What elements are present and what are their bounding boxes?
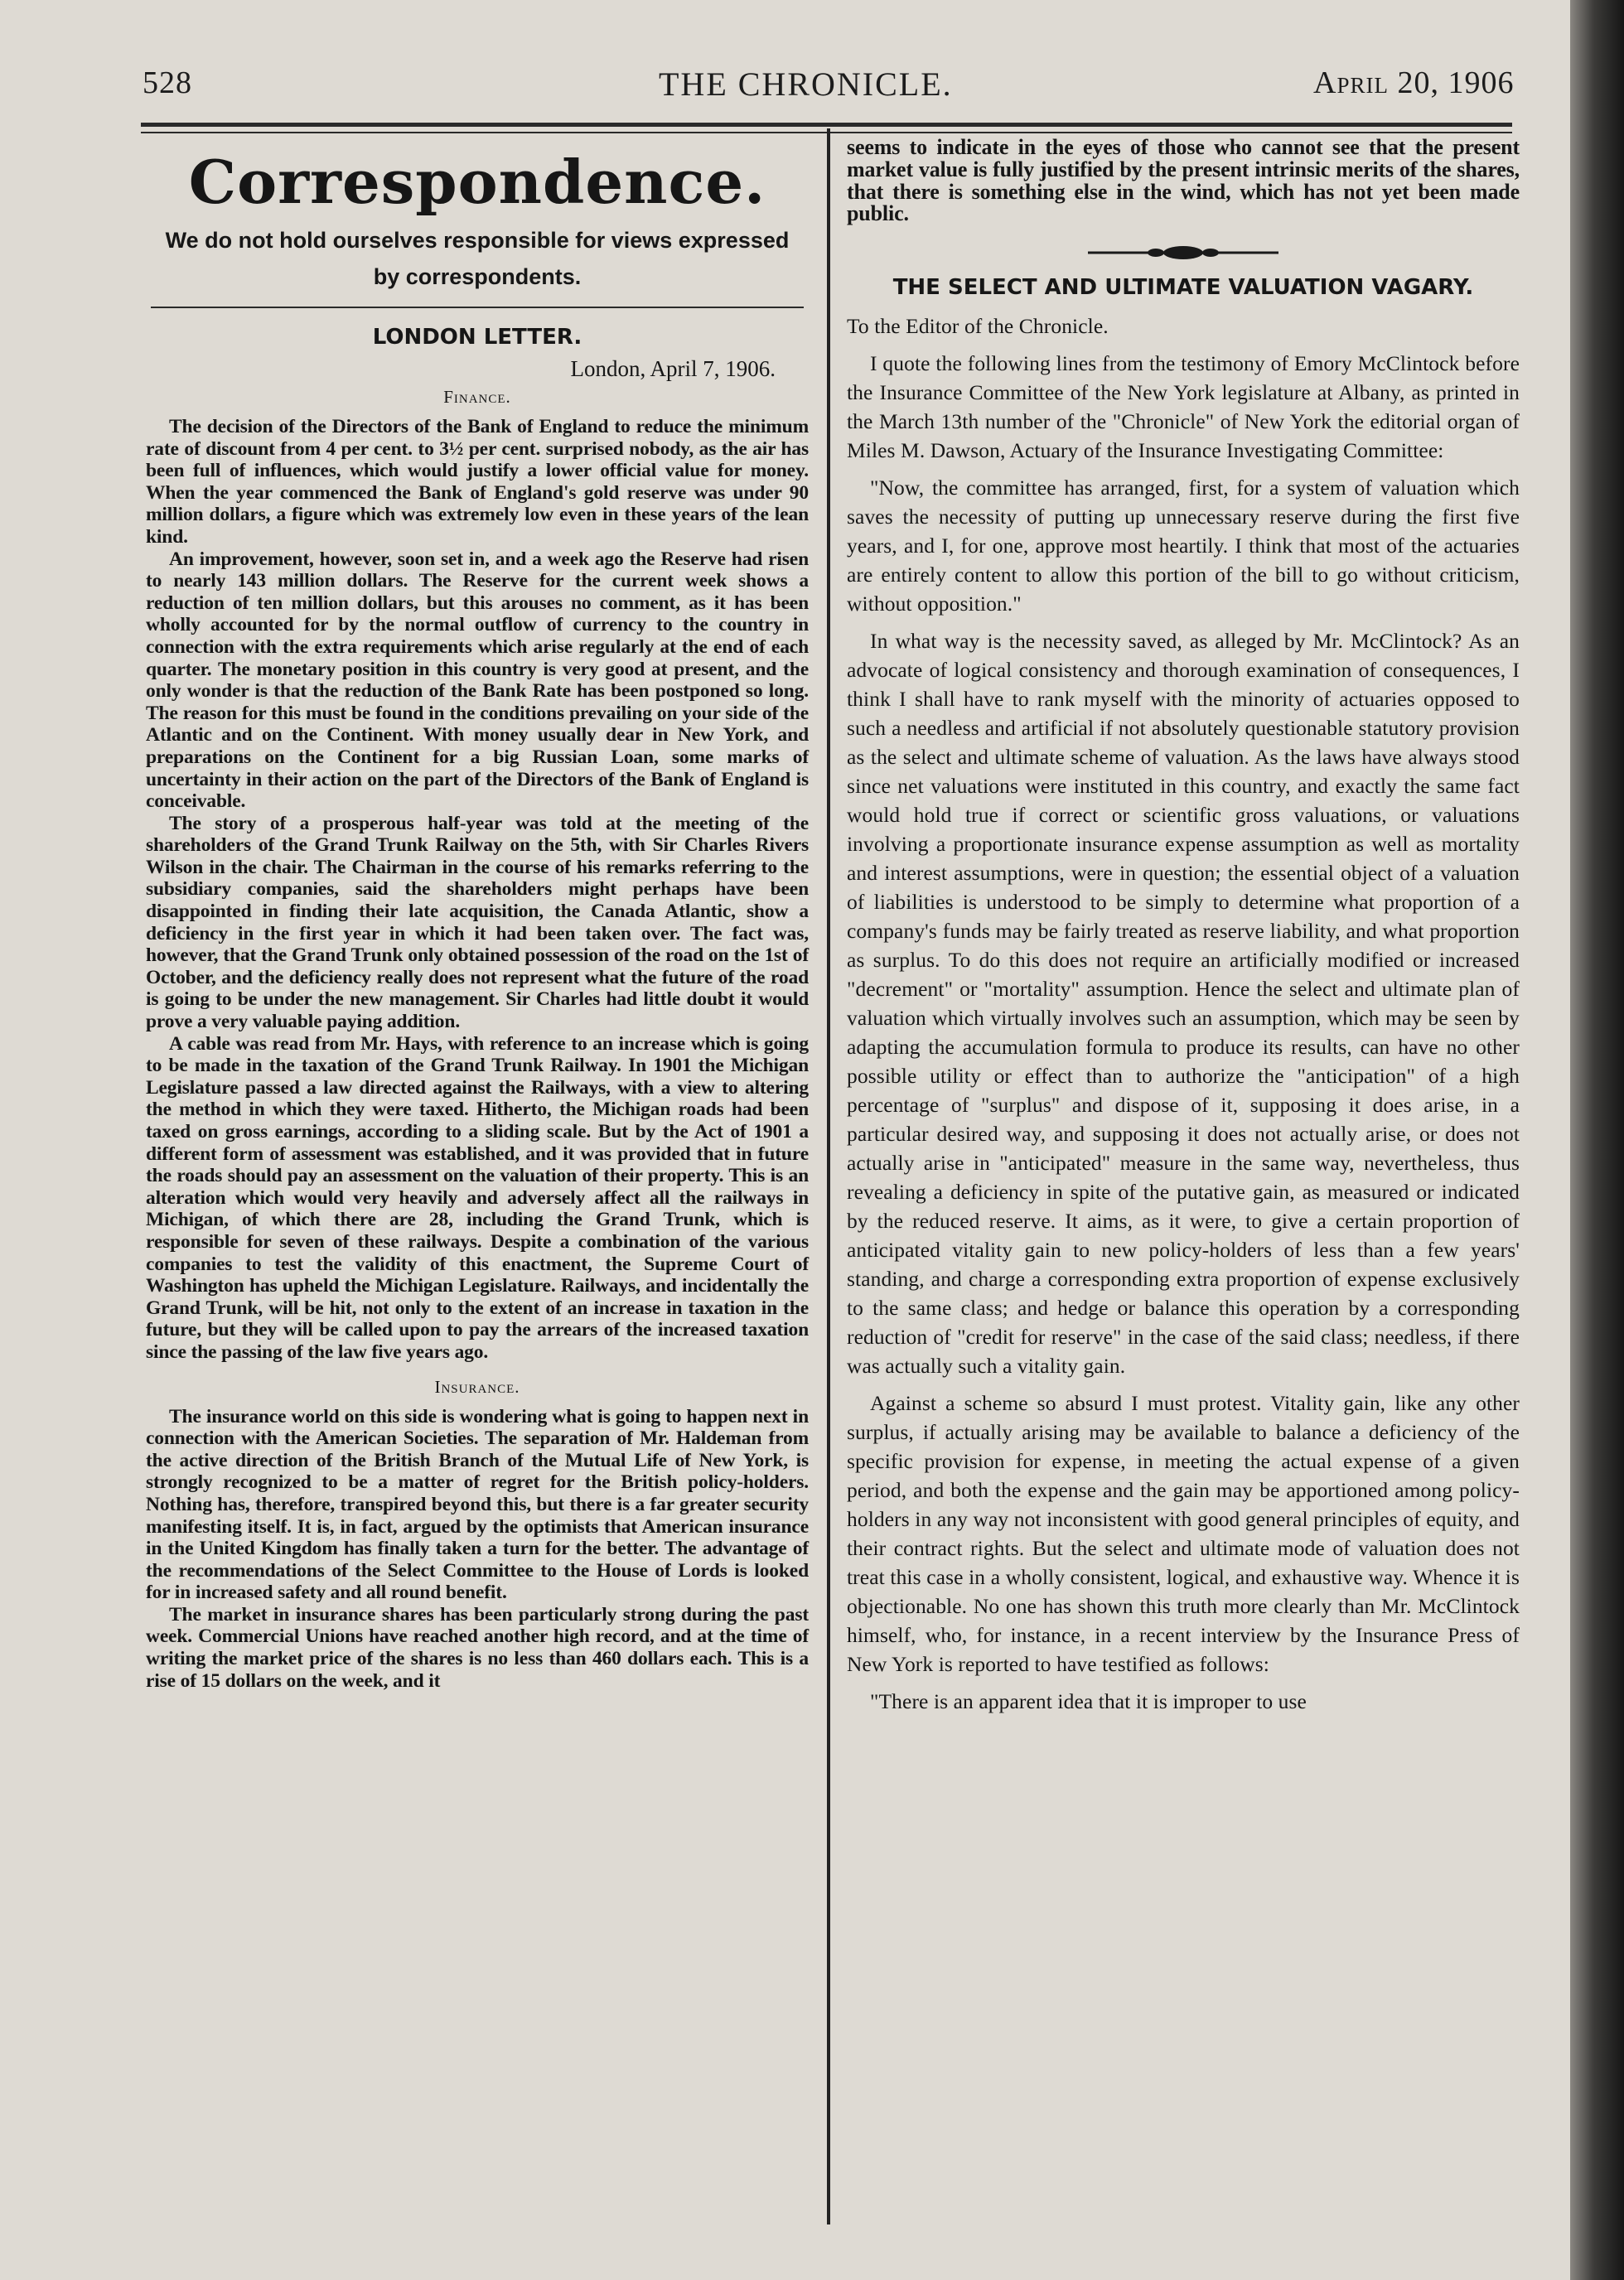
column-divider [827, 128, 830, 2224]
article-paragraph: "Now, the committee has arranged, first, for a system of valuation which saves the necessity of putting up unnecessary reserve during the first five years, and I, for one, approve most heartily. I think that most of the actuaries are entirely content to allow this portion of the bill to go without criticism, without opposition." [847, 476, 1520, 616]
continuation-body [847, 137, 1520, 225]
article-paragraph: "There is an apparent idea that it is improper to use [870, 1689, 1307, 1714]
page-number: 528 [143, 65, 192, 100]
article-paragraph: I quote the following lines from the testimony of Emory McClintock before the Insurance Committee of the New York legislature at Albany, as printed in the March 13th number of the "Chronicle" of New York the editorial organ of Miles M. Dawson, Actuary of the Insurance Investigating Committee: [847, 351, 1520, 463]
valuation-letter-heading: THE SELECT AND ULTIMATE VALUATION VAGARY. [892, 275, 1474, 301]
valuation-letter-body [847, 312, 1520, 1716]
letter-salutation: To the Editor of the Chronicle. [847, 314, 1109, 339]
article-paragraph: In what way is the necessity saved, as alleged by Mr. McClintock? As an advocate of logical consistency and thorough examination of consequences, I think I shall have to rank myself with the minority of actuaries opposed to such a needless and artificial if not absolutely questionable statutory provision as the select and ultimate scheme of valuation. As the laws have always stood since net valuations were instituted in this country, and exactly the same fact would hold true if correct or scientific gross valuations, or valuations involving a proportionate insurance expense assumption as well as mortality and interest assumptions, were in question; the essential object of a valuation of liabilities is understood to be simply to determine what proportion of a company's funds may be fairly treated as reserve liability, and what proportion as surplus. To do this does not require an artificially modified or increased "decrement" or "mortality" assumption. Hence the select and ultimate plan of valuation which virtually involves such an assumption, which may be seen by adapting the accumulation formula to produce its results, can have no other possible utility or effect than to authorize the "anticipation" of a high percentage of "surplus" and dispose of it, supposing it does arise, in a particular desired way, and supposing it does not actually arise, or does not actually arise in "anticipated" measure in the same way, nevertheless, thus revealing a deficiency in spite of the putative gain, as measured or indicated by the reduced reserve. It aims, as it were, to give a certain proportion of anticipated vitality gain to new policy-holders of less than a few years' standing, and charge a corresponding extra proportion of expense exclusively to the same class; and hedge or balance this operation by a corresponding reduction of "credit for reserve" in the case of the said class; needless, if there was actually such a vitality gain. [847, 629, 1520, 1379]
article-paragraph: Against a scheme so absurd I must protest. Vitality gain, like any other surplus, if actually arising may be available to balance a deficiency of the specific provision for expense, in meeting the actual expense of a given period, and both the expense and the gain may be apportioned among policy-holders in any way not inconsistent with good general principles of equity, and their contract rights. But the select and ultimate mode of valuation does not treat this case in a wholly consistent, logical, and exhaustive way. Whence it is objectionable. No one has shown this truth more clearly than Mr. McClintock himself, who, for instance, in a recent interview by the Insurance Press of New York is reported to have testified as follows: [847, 1391, 1520, 1677]
article-paragraph: A cable was read from Mr. Hays, with reference to an increase which is going to be made in the taxation of the Grand Trunk Railway. In 1901 the Michigan Legislature passed a law directed against the Railways, with a view to altering the method in which they were taxed. Hitherto, the Michigan roads had been taxed on gross earnings, according to a sliding scale. But by the Act of 1901 a different form of assessment was established, and it was provided that in future the roads should pay an assessment on the valuation of their property. This is an alteration which would very heavily and adversely affect all the railways in Michigan, of which there are 28, including the Grand Trunk, which is responsible for seven of these railways. Despite a combination of the various companies to test the validity of this enactment, the Supreme Court of Washington has upheld the Michigan Legislature. Railways, and incidentally the Grand Trunk, will be hit, not only to the extent of an increase in taxation in the future, but they will be called upon to pay the arrears of the increased taxation since the passing of the law five years ago. [146, 1032, 809, 1363]
article-paragraph: An improvement, however, soon set in, and a week ago the Reserve had risen to nearly 143 million dollars. The Reserve for the current week shows a reduction of ten million dollars, but this arouses no comment, as it has been wholly accounted for by the normal outflow of currency to the country in connection with the extra requirements which arise regularly at the end of each quarter. The monetary position in this country is very good at present, and the only wonder is that the reduction of the Bank Rate has been postponed so long. The reason for this must be found in the conditions prevailing on your side of the Atlantic and on the Continent. With money usually dear in New York, and preparations on the Continent for a big Russian Loan, some marks of uncertainty in their action on the part of the Directors of the Bank of England is conceivable. [146, 548, 809, 813]
article-paragraph: The story of a prosperous half-year was told at the meeting of the shareholders of the Grand Trunk Railway on the 5th, with Sir Charles Rivers Wilson in the chair. The Chairman in the course of his remarks referring to the subsidiary companies, said the shareholders might perhaps have been disappointed in finding their late acquisition, the Canada Atlantic, show a deficiency in the first year in which it had been taken over. The fact was, however, that the Grand Trunk only obtained possession of the road on the 1st of October, and the deficiency really does not represent what the future of the road is going to be under the new management. Sir Charles had little doubt it would prove a very valuable paying addition. [146, 812, 809, 1033]
left-column [146, 137, 809, 1692]
insurance-subhead: Insurance. [434, 1376, 520, 1397]
ornament-divider-icon [847, 242, 1520, 263]
disclaimer-line: We do not hold ourselves responsible for views expressed [165, 228, 790, 253]
correspondence-title: Correspondence. [188, 147, 766, 217]
right-column [847, 137, 1520, 1724]
article-paragraph: The insurance world on this side is wondering what is going to happen next in connection with the American Societies. The separation of Mr. Haldeman from the active direction of the British Branch of the Mutual Life of New York, is strongly recognized to be a matter of regret for the British policy-holders. Nothing has, therefore, transpired beyond this, but there is a far greater security manifesting itself. It is, in fact, argued by the optimists that American insurance in the United Kingdom has finally taken a turn for the better. The advantage of the recommendations of the Select Committee to the House of Lords is looked for in increased safety and all round benefit. [146, 1405, 809, 1604]
publication-title: THE CHRONICLE. [659, 65, 953, 103]
letter-dateline: London, April 7, 1906. [570, 356, 776, 381]
article-paragraph: The decision of the Directors of the Bank of England to reduce the minimum rate of discount from 4 per cent. to 3½ per cent. surprised nobody, as the air has been full of influences, which would justify a lower official value for money. When the year commenced the Bank of England's gold reserve was under 90 million dollars, a figure which was extremely low even in these years of the lean kind. [146, 416, 809, 548]
continuation-paragraph: seems to indicate in the eyes of those who cannot see that the present market value is fully justified by the present intrinsic merits of the shares, that there is something else in the wind, which has not yet been made public. [847, 135, 1520, 226]
disclaimer-line: by correspondents. [373, 264, 582, 289]
london-letter-heading: LONDON LETTER. [372, 325, 582, 350]
finance-subhead: Finance. [443, 387, 511, 407]
article-paragraph: The market in insurance shares has been particularly strong during the past week. Commercial Unions have reached another high record, and at the time of writing the market price of the shares is no less than 460 dollars each. This is a rise of 15 dollars on the week, and it [146, 1603, 809, 1692]
finance-body [146, 416, 809, 1364]
issue-date: April 20, 1906 [1313, 65, 1515, 100]
correspondence-disclaimer [146, 222, 809, 295]
insurance-body [146, 1406, 809, 1693]
section-rule [151, 307, 804, 308]
page-binding-shadow [1570, 0, 1624, 2280]
